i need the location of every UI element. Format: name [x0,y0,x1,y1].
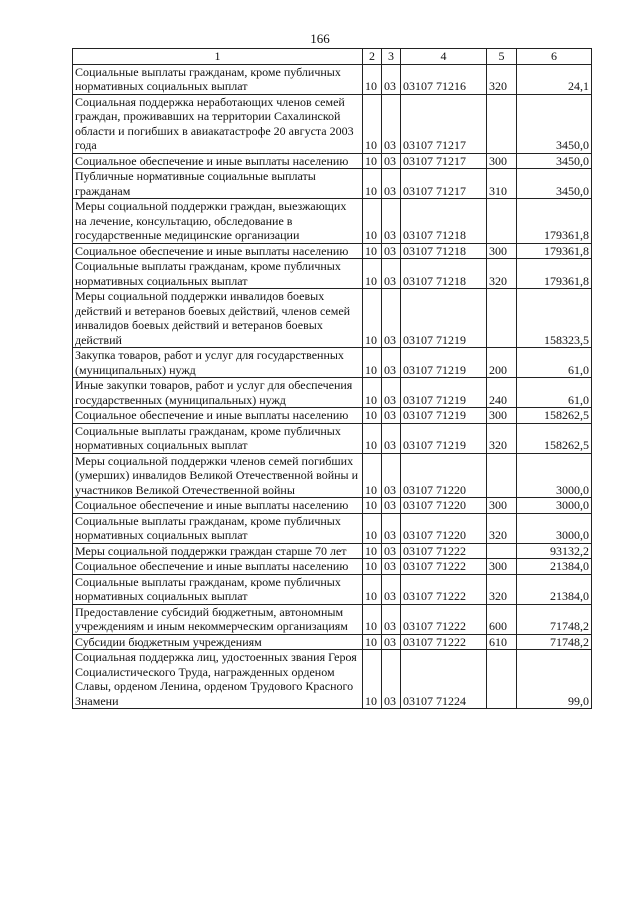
row-section-cell: 10 [363,408,382,424]
row-article-cell: 03107 71217 [401,169,487,199]
row-section-cell: 10 [363,259,382,289]
row-article-cell: 03107 71222 [401,604,487,634]
row-article-cell: 03107 71224 [401,650,487,709]
row-article-cell: 03107 71219 [401,423,487,453]
row-name-cell: Социальное обеспечение и иные выплаты населению [73,559,363,575]
row-article-cell: 03107 71218 [401,259,487,289]
table-row [73,574,592,604]
row-expense-type-cell: 320 [487,574,517,604]
row-sum-cell: 61,0 [517,378,592,408]
table-row [73,559,592,575]
row-name-cell: Иные закупки товаров, работ и услуг для обеспечения государственных (муниципальных) нужд [73,378,363,408]
row-name-cell: Публичные нормативные социальные выплаты гражданам [73,169,363,199]
row-section-cell: 10 [363,348,382,378]
row-expense-type-cell: 300 [487,153,517,169]
row-section-cell: 10 [363,64,382,94]
row-name-cell: Социальные выплаты гражданам, кроме публичных нормативных социальных выплат [73,259,363,289]
row-article-cell: 03107 71217 [401,153,487,169]
row-name-cell: Социальное обеспечение и иные выплаты населению [73,243,363,259]
row-subsection-cell: 03 [382,243,401,259]
row-sum-cell: 179361,8 [517,199,592,244]
row-article-cell: 03107 71222 [401,634,487,650]
row-expense-type-cell: 320 [487,423,517,453]
row-name-cell: Меры социальной поддержки граждан старше 70 лет [73,543,363,559]
row-article-cell: 03107 71219 [401,408,487,424]
table-row [73,408,592,424]
row-sum-cell: 3000,0 [517,453,592,498]
header-col-3: 3 [382,49,401,65]
table-row [73,259,592,289]
row-subsection-cell: 03 [382,634,401,650]
row-sum-cell: 3000,0 [517,498,592,514]
row-subsection-cell: 03 [382,289,401,348]
row-section-cell: 10 [363,199,382,244]
row-expense-type-cell: 600 [487,604,517,634]
row-sum-cell: 61,0 [517,348,592,378]
row-name-cell: Социальная поддержка неработающих членов семей граждан, проживавших на территории Сахалинской области и погибших в авиакатастрофе 20 августа 2003 года [73,94,363,153]
table-row [73,243,592,259]
row-sum-cell: 158323,5 [517,289,592,348]
table-row [73,289,592,348]
budget-table [72,48,592,709]
row-expense-type-cell: 300 [487,559,517,575]
row-expense-type-cell: 300 [487,408,517,424]
row-name-cell: Социальная поддержка лиц, удостоенных звания Героя Социалистического Труда, награжденных орденом Славы, орденом Ленина, орденом Трудового Красного Знамени [73,650,363,709]
row-section-cell: 10 [363,650,382,709]
row-expense-type-cell [487,94,517,153]
table-row [73,423,592,453]
row-subsection-cell: 03 [382,408,401,424]
row-article-cell: 03107 71222 [401,574,487,604]
row-expense-type-cell: 320 [487,513,517,543]
row-section-cell: 10 [363,574,382,604]
row-name-cell: Социальные выплаты гражданам, кроме публичных нормативных социальных выплат [73,423,363,453]
row-expense-type-cell: 200 [487,348,517,378]
row-subsection-cell: 03 [382,498,401,514]
row-section-cell: 10 [363,453,382,498]
row-subsection-cell: 03 [382,153,401,169]
row-article-cell: 03107 71218 [401,243,487,259]
row-name-cell: Социальное обеспечение и иные выплаты населению [73,408,363,424]
header-row [73,49,592,65]
row-subsection-cell: 03 [382,199,401,244]
row-section-cell: 10 [363,423,382,453]
row-subsection-cell: 03 [382,604,401,634]
table-row [73,94,592,153]
row-name-cell: Социальные выплаты гражданам, кроме публичных нормативных социальных выплат [73,574,363,604]
row-name-cell: Закупка товаров, работ и услуг для государственных (муниципальных) нужд [73,348,363,378]
row-subsection-cell: 03 [382,559,401,575]
row-section-cell: 10 [363,94,382,153]
row-section-cell: 10 [363,169,382,199]
row-expense-type-cell: 240 [487,378,517,408]
header-col-2: 2 [363,49,382,65]
row-section-cell: 10 [363,498,382,514]
row-subsection-cell: 03 [382,574,401,604]
row-section-cell: 10 [363,243,382,259]
row-section-cell: 10 [363,559,382,575]
row-sum-cell: 3450,0 [517,94,592,153]
row-subsection-cell: 03 [382,423,401,453]
row-subsection-cell: 03 [382,259,401,289]
row-name-cell: Социальное обеспечение и иные выплаты населению [73,498,363,514]
table-row [73,513,592,543]
table-row [73,498,592,514]
row-sum-cell: 3450,0 [517,169,592,199]
row-name-cell: Меры социальной поддержки инвалидов боевых действий и ветеранов боевых действий, членов семей инвалидов боевых действий и ветеранов боевых действий [73,289,363,348]
row-sum-cell: 24,1 [517,64,592,94]
table-row [73,64,592,94]
row-expense-type-cell: 310 [487,169,517,199]
row-article-cell: 03107 71220 [401,498,487,514]
row-section-cell: 10 [363,543,382,559]
row-name-cell: Предоставление субсидий бюджетным, автономным учреждениям и иным некоммерческим организациям [73,604,363,634]
row-sum-cell: 21384,0 [517,574,592,604]
row-expense-type-cell [487,453,517,498]
row-expense-type-cell [487,543,517,559]
row-sum-cell: 93132,2 [517,543,592,559]
row-section-cell: 10 [363,153,382,169]
page-number: 166 [310,31,330,46]
row-section-cell: 10 [363,604,382,634]
row-sum-cell: 3450,0 [517,153,592,169]
row-name-cell: Меры социальной поддержки членов семей погибших (умерших) инвалидов Великой Отечественной войны и участников Великой Отечественной войны [73,453,363,498]
table-row [73,378,592,408]
row-subsection-cell: 03 [382,543,401,559]
row-subsection-cell: 03 [382,513,401,543]
row-article-cell: 03107 71220 [401,513,487,543]
row-expense-type-cell: 320 [487,259,517,289]
table-row [73,199,592,244]
header-col-5: 5 [487,49,517,65]
row-expense-type-cell: 320 [487,64,517,94]
row-article-cell: 03107 71219 [401,348,487,378]
table-row [73,169,592,199]
row-section-cell: 10 [363,513,382,543]
row-sum-cell: 3000,0 [517,513,592,543]
row-article-cell: 03107 71216 [401,64,487,94]
table-body [73,64,592,709]
row-expense-type-cell: 300 [487,498,517,514]
row-sum-cell: 179361,8 [517,259,592,289]
row-article-cell: 03107 71217 [401,94,487,153]
row-sum-cell: 21384,0 [517,559,592,575]
table-row [73,604,592,634]
row-section-cell: 10 [363,634,382,650]
row-article-cell: 03107 71218 [401,199,487,244]
row-subsection-cell: 03 [382,378,401,408]
row-article-cell: 03107 71219 [401,289,487,348]
row-subsection-cell: 03 [382,64,401,94]
table-row [73,348,592,378]
row-sum-cell: 99,0 [517,650,592,709]
row-sum-cell: 71748,2 [517,604,592,634]
row-section-cell: 10 [363,289,382,348]
row-name-cell: Социальные выплаты гражданам, кроме публичных нормативных социальных выплат [73,513,363,543]
row-sum-cell: 179361,8 [517,243,592,259]
row-name-cell: Субсидии бюджетным учреждениям [73,634,363,650]
row-expense-type-cell [487,289,517,348]
table-row [73,453,592,498]
row-sum-cell: 71748,2 [517,634,592,650]
row-subsection-cell: 03 [382,94,401,153]
row-article-cell: 03107 71222 [401,543,487,559]
row-name-cell: Социальное обеспечение и иные выплаты населению [73,153,363,169]
row-expense-type-cell [487,199,517,244]
row-expense-type-cell [487,650,517,709]
row-article-cell: 03107 71222 [401,559,487,575]
header-col-6: 6 [517,49,592,65]
table-row [73,634,592,650]
table-row [73,650,592,709]
header-col-4: 4 [401,49,487,65]
row-expense-type-cell: 300 [487,243,517,259]
row-sum-cell: 158262,5 [517,423,592,453]
row-sum-cell: 158262,5 [517,408,592,424]
table-row [73,153,592,169]
table-row [73,543,592,559]
row-expense-type-cell: 610 [487,634,517,650]
row-subsection-cell: 03 [382,348,401,378]
row-name-cell: Социальные выплаты гражданам, кроме публичных нормативных социальных выплат [73,64,363,94]
row-section-cell: 10 [363,378,382,408]
row-article-cell: 03107 71220 [401,453,487,498]
row-name-cell: Меры социальной поддержки граждан, выезжающих на лечение, консультацию, обследование в государственные медицинские организации [73,199,363,244]
row-subsection-cell: 03 [382,650,401,709]
row-subsection-cell: 03 [382,453,401,498]
row-subsection-cell: 03 [382,169,401,199]
header-col-1: 1 [73,49,363,65]
row-article-cell: 03107 71219 [401,378,487,408]
